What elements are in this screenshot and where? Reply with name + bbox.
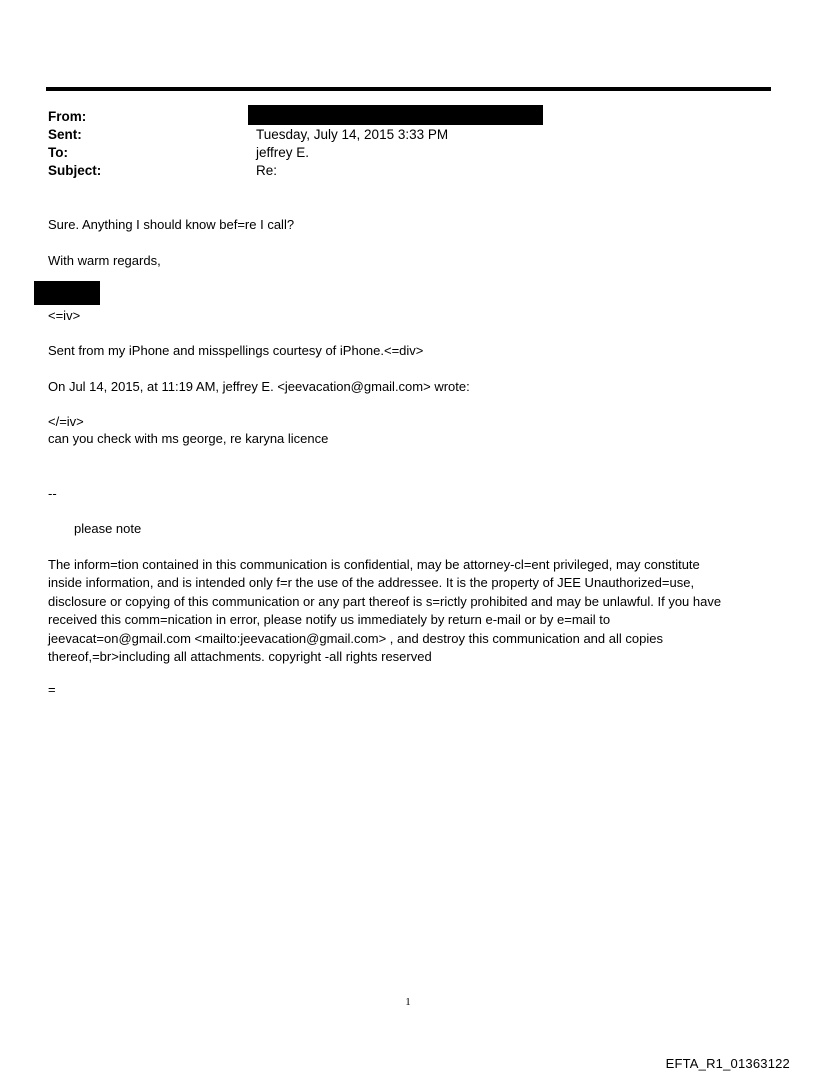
disclaimer-line: The inform=tion contained in this communication is confidential, may be attorney-cl=ent privileged, may constitute — [48, 557, 700, 572]
to-row — [48, 144, 748, 162]
page-number: 1 — [405, 996, 411, 1008]
body-line-sent-from: Sent from my iPhone and misspellings courtesy of iPhone.<=div> — [48, 343, 424, 358]
body-line-signature-separator: -- — [48, 486, 57, 501]
disclaimer-line: received this comm=nication in error, please notify us immediately by return e-mail or by e=mail to — [48, 612, 611, 628]
body-line-please-note: please note — [74, 521, 142, 536]
sent-row — [48, 126, 748, 144]
body-line-quote-header: On Jul 14, 2015, at 11:19 AM, jeffrey E. <jeevacation@gmail.com> wrote: — [48, 379, 470, 394]
body-line-close-iv-tag: </=iv> — [48, 414, 84, 429]
sent-label: Sent: — [48, 127, 82, 142]
body-line-iv-tag: <=iv> — [48, 308, 81, 323]
subject-value: Re: — [256, 163, 278, 178]
subject-row — [48, 162, 748, 180]
to-label: To: — [48, 145, 68, 160]
disclaimer-line: disclosure or copying of this communication or any part thereof is s=rictly prohibited and may be unlawful. If you have — [48, 593, 722, 609]
redaction-box-sender — [248, 105, 543, 125]
disclaimer-line: thereof,=br>including all attachments. copyright -all rights reserved — [48, 649, 432, 665]
body-line-quoted-message: can you check with ms george, re karyna licence — [48, 431, 329, 446]
body-line-reply: Sure. Anything I should know bef=re I call? — [48, 217, 295, 232]
trailing-equals: = — [48, 682, 56, 697]
header-rule — [46, 87, 771, 91]
subject-label: Subject: — [48, 163, 102, 178]
bates-number: EFTA_R1_01363122 — [665, 1056, 790, 1071]
disclaimer-line: inside information, and is intended only f=r the use of the addressee. It is the property of JEE Unauthorized=use, — [48, 575, 695, 591]
body-line-regards: With warm regards, — [48, 253, 161, 268]
disclaimer-line: jeevacat=on@gmail.com <mailto:jeevacation@gmail.com> , and destroy this communication and all copies — [48, 630, 663, 646]
from-label: From: — [48, 109, 87, 124]
to-value: jeffrey E. — [256, 145, 310, 160]
sent-value: Tuesday, July 14, 2015 3:33 PM — [256, 127, 449, 142]
redaction-box-signature — [34, 281, 100, 305]
confidentiality-disclaimer — [48, 556, 778, 666]
